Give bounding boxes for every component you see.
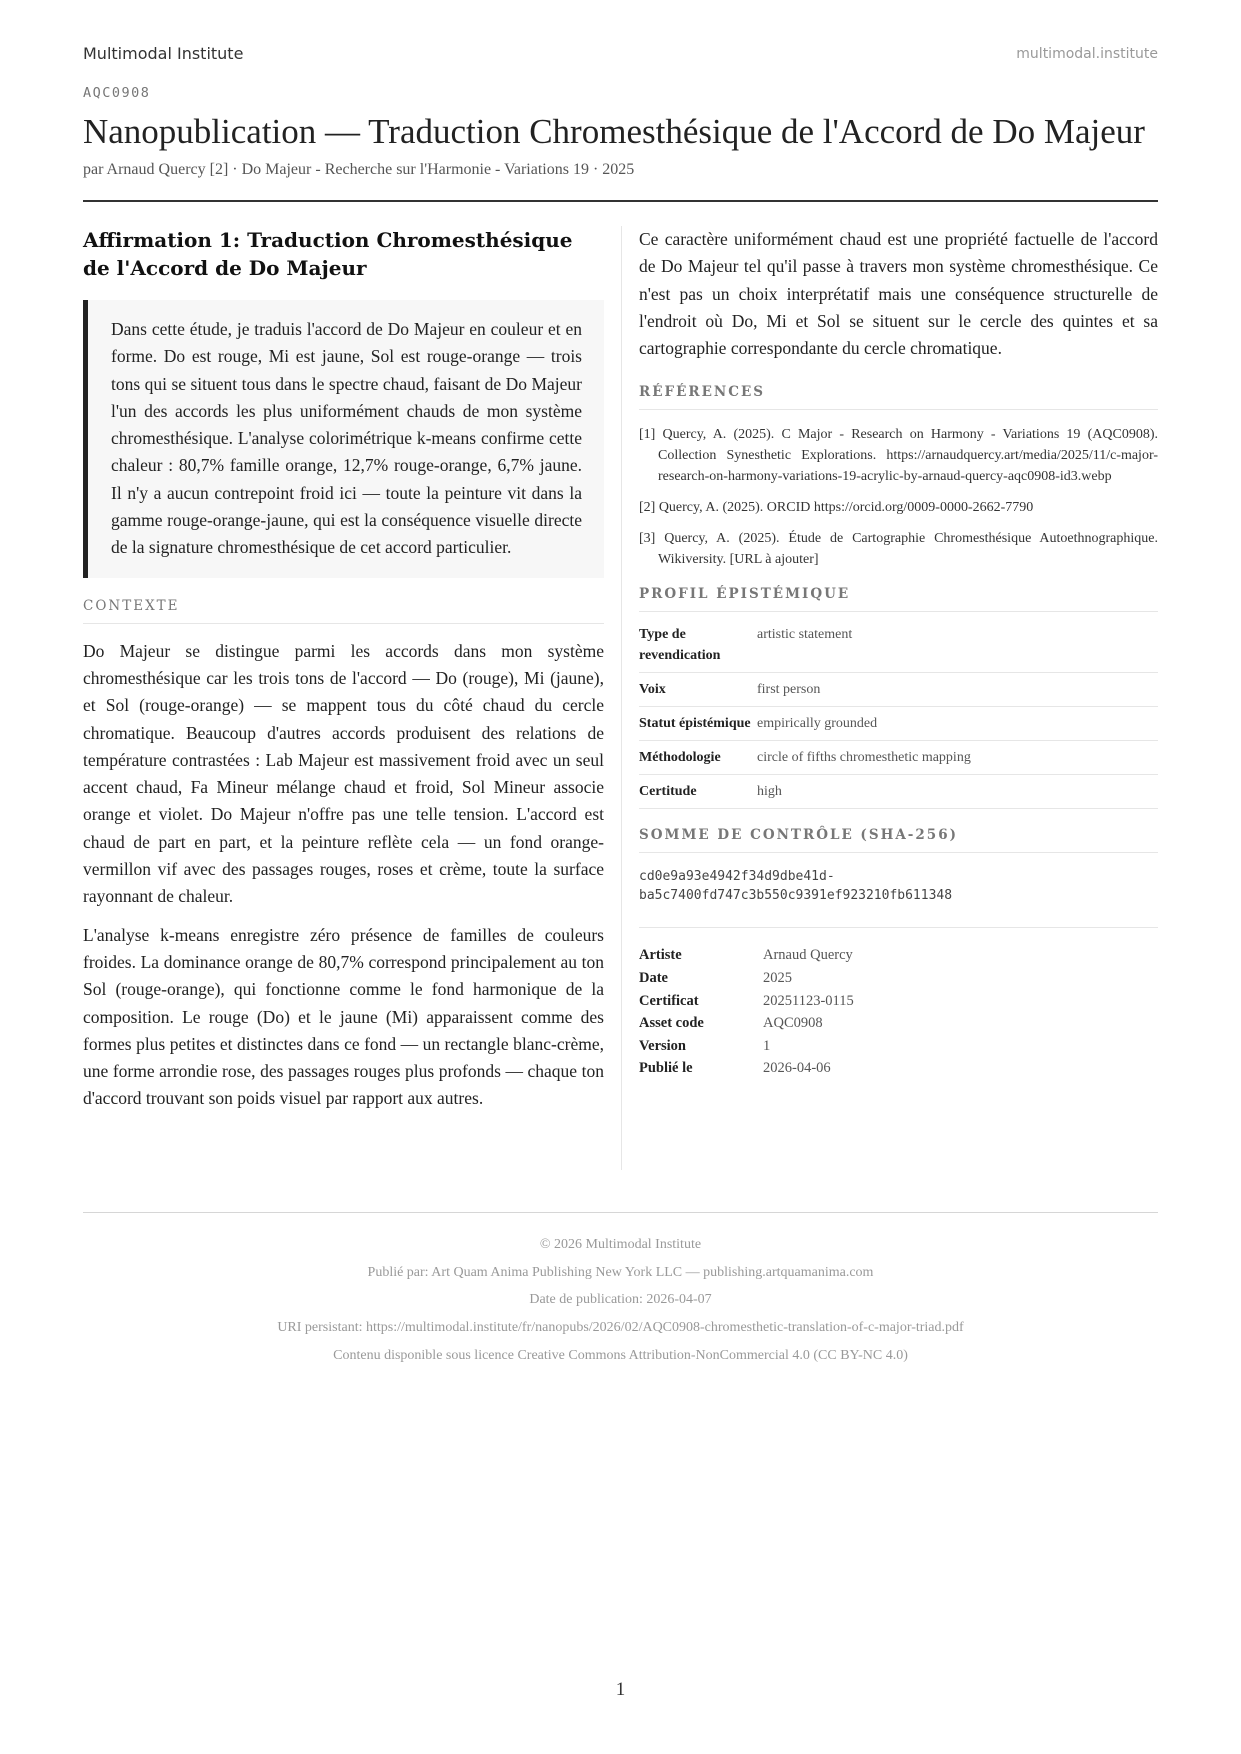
meta-key: Date: [639, 970, 668, 987]
byline: par Arnaud Quercy [2] · Do Majeur - Recherche sur l'Harmonie - Variations 19 · 2025: [83, 161, 635, 178]
checksum-line: cd0e9a93e4942f34d9dbe41d-: [639, 869, 835, 885]
left-column: [83, 226, 604, 1124]
meta-value: 2025: [763, 970, 792, 987]
footer: [83, 1231, 1158, 1370]
meta-value: 1: [763, 1037, 771, 1054]
table-row: [639, 618, 1158, 673]
profile-key: Certitude: [639, 775, 757, 809]
table-row: [639, 741, 1158, 775]
table-row: [639, 990, 854, 1013]
table-row: [639, 1035, 854, 1058]
checksum-line: ba5c7400fd747c3b550c9391ef923210fb611348: [639, 888, 953, 904]
reference-item: [2] Quercy, A. (2025). ORCID https://orcid.org/0009-0000-2662-7790: [639, 500, 1034, 516]
column-divider: [621, 226, 622, 1170]
meta-key: Artiste: [639, 947, 682, 964]
footer-copyright: © 2026 Multimodal Institute: [539, 1237, 702, 1252]
meta-value: 20251123-0115: [763, 992, 854, 1009]
institution-site: multimodal.institute: [1016, 46, 1158, 62]
table-row: [639, 944, 854, 967]
footer-persistent-uri: URI persistant: https://multimodal.institute/fr/nanopubs/2026/02/AQC0908-chromesthetic-translation-of-c-major-triad.pdf: [277, 1320, 964, 1336]
meta-key: Asset code: [639, 1015, 704, 1032]
meta-key: Publié le: [639, 1060, 693, 1077]
meta-value: Arnaud Quercy: [763, 947, 853, 964]
profile-key: Statut épistémique: [639, 707, 757, 741]
meta-key: Version: [639, 1037, 686, 1054]
table-row: [639, 775, 1158, 809]
page-title: Nanopublication — Traduction Chromesthésique de l'Accord de Do Majeur: [83, 112, 1145, 151]
right-column: [639, 226, 1158, 1080]
profile-key: Type de revendication: [639, 618, 757, 673]
institution-name: Multimodal Institute: [83, 44, 244, 63]
meta-value: 2026-04-06: [763, 1060, 831, 1077]
profile-value: high: [757, 775, 1158, 809]
table-row: [639, 967, 854, 990]
claim-title: Affirmation 1: Traduction Chromesthésique de l'Accord de Do Majeur: [83, 228, 573, 280]
profile-value: circle of fifths chromesthetic mapping: [757, 741, 1158, 775]
footer-publisher: Publié par: Art Quam Anima Publishing New York LLC — publishing.artquamanima.com: [367, 1264, 874, 1280]
profile-value: first person: [757, 673, 1158, 707]
top-bar: [83, 44, 1158, 68]
checksum-heading: SOMME DE CONTRÔLE (SHA-256): [639, 827, 1158, 853]
asset-code: AQC0908: [83, 85, 151, 101]
reference-item: [3] Quercy, A. (2025). Étude de Cartographie Chromesthésique Autoethnographique. Wikiversity. [URL à ajouter]: [639, 531, 1158, 568]
context-heading: CONTEXTE: [83, 598, 604, 624]
claim-blockquote: Dans cette étude, je traduis l'accord de Do Majeur en couleur et en forme. Do est rouge, Mi est jaune, Sol est rouge-orange — trois tons qui se situent tous dans le spectre chaud, faisant de Do Majeur l'un des accords les plus uniformément chauds de mon système chromesthésique. L'analyse colorimétrique k-means confirme cette chaleur : 80,7% famille orange, 12,7% rouge-orange, 6,7% jaune. Il n'y a aucun contrepoint froid ici — toute la peinture vit dans la gamme rouge-orange-jaune, qui est la conséquence visuelle directe de la signature chromesthésique de cet accord particulier.: [83, 300, 604, 578]
references-heading: RÉFÉRENCES: [639, 384, 1158, 410]
footer-divider: [83, 1212, 1158, 1213]
profile-value: artistic statement: [757, 618, 1158, 673]
meta-key: Certificat: [639, 992, 699, 1009]
context-paragraph: Do Majeur se distingue parmi les accords dans mon système chromesthésique car les trois tons de l'accord — Do (rouge), Mi (jaune), et Sol (rouge-orange) — se mappent tous du côté chaud du cercle chromatique. Beaucoup d'autres accords produisent des relations de température contrastées : Lab Majeur est massivement froid avec un seul accent chaud, Fa Mineur mélange chaud et froid, Sol Mineur associe orange et violet. Do Majeur n'offre pas une telle tension. L'accord est chaud de part en part, et la peinture reflète cela — un fond orange-vermillon vif avec des passages rouges, roses et crème, toute la surface rayonnant de chaleur.: [83, 640, 604, 907]
footer-publication-date: Date de publication: 2026-04-07: [529, 1292, 712, 1308]
profile-key: Voix: [639, 673, 757, 707]
profile-key: Méthodologie: [639, 741, 757, 775]
meta-value: AQC0908: [763, 1015, 823, 1032]
metadata-table: [639, 944, 854, 1080]
context-paragraph: L'analyse k-means enregistre zéro présence de familles de couleurs froides. La dominance orange de 80,7% correspond principalement au ton Sol (rouge-orange), qui fonctionne comme le fond harmonique de la composition. Le rouge (Do) et le jaune (Mi) apparaissent comme des formes plus petites et distinctes dans ce fond — un rectangle blanc-crème, une forme arrondie rose, des passages rouges plus profonds — chaque ton d'accord trouvant son poids visuel par rapport aux autres.: [83, 924, 604, 1109]
table-row: [639, 707, 1158, 741]
table-row: [639, 1057, 854, 1080]
profile-value: empirically grounded: [757, 707, 1158, 741]
epistemic-profile-table: [639, 618, 1158, 809]
references-list: [639, 424, 1158, 570]
header-divider: [83, 200, 1158, 202]
footer-license: Contenu disponible sous licence Creative Commons Attribution-NonCommercial 4.0 (CC BY-NC 4.0): [333, 1347, 908, 1363]
epistemic-profile-heading: PROFIL ÉPISTÉMIQUE: [639, 586, 1158, 612]
table-row: [639, 673, 1158, 707]
reference-item: [1] Quercy, A. (2025). C Major - Research on Harmony - Variations 19 (AQC0908). Collection Synesthetic Explorations. https://arnaudquercy.art/media/2025/11/c-major-research-on-harmony-variations-19-acrylic-by-arnaud-quercy-aqc0908-id3.webp: [639, 427, 1158, 485]
checksum-value: [639, 867, 1158, 928]
intro-paragraph: Ce caractère uniformément chaud est une propriété factuelle de l'accord de Do Majeur tel qu'il passe à travers mon système chromesthésique. Ce n'est pas un choix interprétatif mais une conséquence structurelle de l'endroit où Do, Mi et Sol se situent sur le cercle des quintes et sa cartographie correspondante du cercle chromatique.: [639, 229, 1158, 359]
table-row: [639, 1012, 854, 1035]
page-number: 1: [615, 1679, 626, 1700]
